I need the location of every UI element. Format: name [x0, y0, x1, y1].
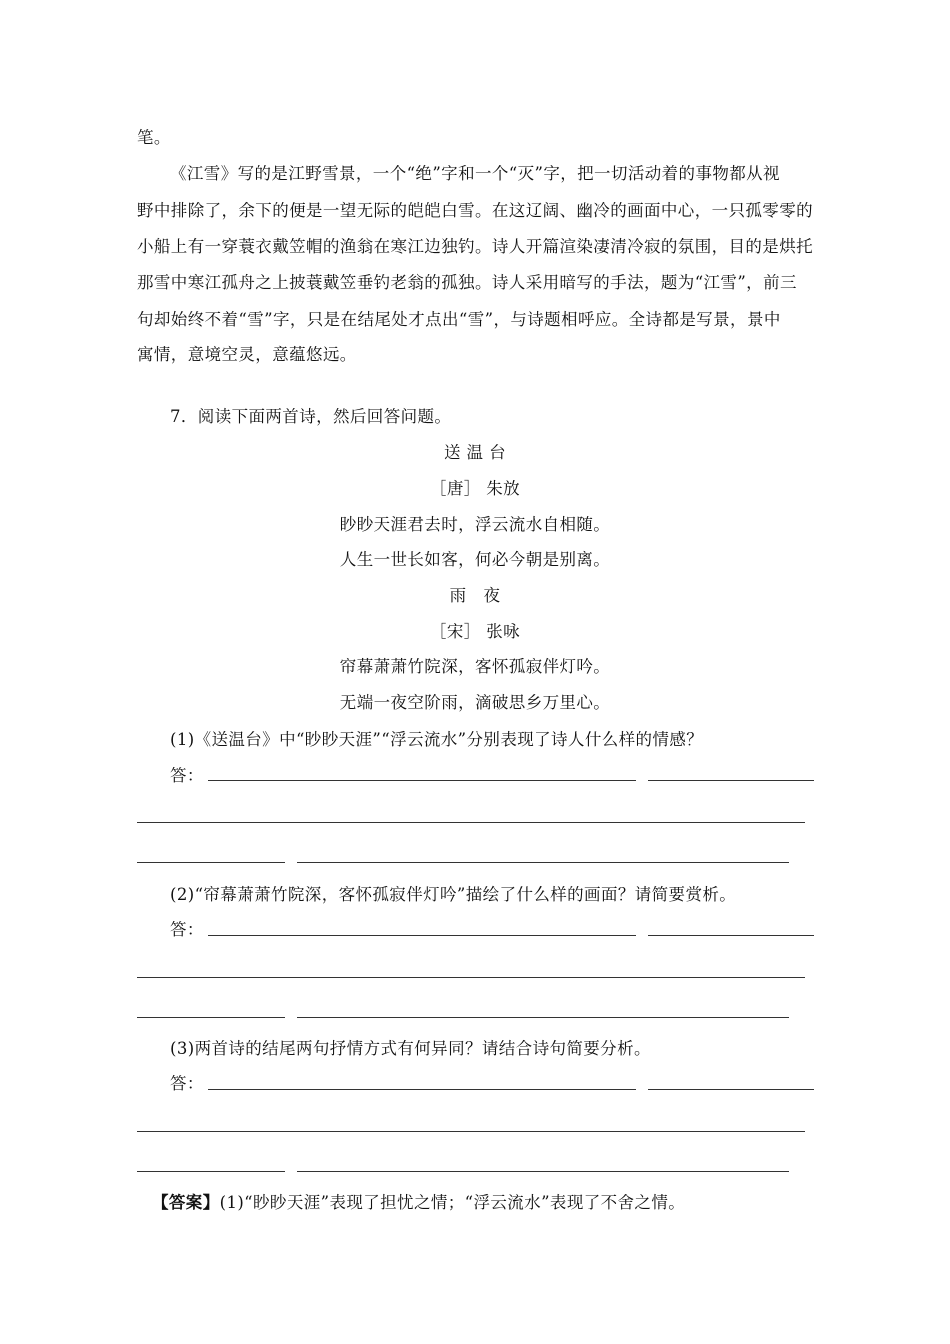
answer-line[interactable]: [137, 1171, 285, 1172]
answer-line[interactable]: [208, 780, 636, 781]
answer-label: 答：: [170, 766, 204, 785]
answer-label-bold: 【答案】: [152, 1193, 220, 1212]
answer-line[interactable]: [648, 935, 814, 936]
answer-line[interactable]: [137, 1017, 285, 1018]
text-line: 小船上有一穿蓑衣戴笠帽的渔翁在寒江边独钓。诗人开篇渲染凄清冷寂的氛围，目的是烘托: [137, 237, 813, 256]
poem-line: 无端一夜空阶雨，滴破思乡万里心。: [339, 693, 611, 712]
text-line: 笔。: [137, 128, 171, 147]
question-title: 7．阅读下面两首诗，然后回答问题。: [170, 407, 452, 426]
answer-line[interactable]: [208, 935, 636, 936]
sub-question-2: (2)“帘幕萧萧竹院深，客怀孤寂伴灯吟”描绘了什么样的画面？请简要赏析。: [170, 885, 737, 904]
text-line: 野中排除了，余下的便是一望无际的皑皑白雪。在这辽阔、幽冷的画面中心，一只孤零零的: [137, 201, 813, 220]
answer-text: (1)“眇眇天涯”表现了担忧之情；“浮云流水”表现了不舍之情。: [219, 1193, 686, 1212]
sub-question-3: (3)两首诗的结尾两句抒情方式有何异同？请结合诗句简要分析。: [170, 1039, 651, 1058]
poem-author: ［宋］ 张咏: [429, 622, 521, 641]
answer-label: 答：: [170, 920, 204, 939]
poem-line: 帘幕萧萧竹院深，客怀孤寂伴灯吟。: [339, 657, 611, 676]
answer-line[interactable]: [648, 1089, 814, 1090]
answer-label: 答：: [170, 1074, 204, 1093]
poem-line: 眇眇天涯君去时，浮云流水自相随。: [339, 515, 611, 534]
answer-line[interactable]: [297, 862, 789, 863]
answer-line[interactable]: [297, 1171, 789, 1172]
answer-line[interactable]: [137, 1131, 805, 1132]
answer-line[interactable]: [137, 977, 805, 978]
sub-question-1: (1)《送温台》中“眇眇天涯”“浮云流水”分别表现了诗人什么样的情感？: [170, 730, 704, 749]
text-line: 《江雪》写的是江野雪景，一个“绝”字和一个“灭”字，把一切活动着的事物都从视: [170, 164, 780, 183]
answer-line[interactable]: [137, 822, 805, 823]
poem-title: 送 温 台: [444, 443, 506, 462]
answer-section: [152, 1193, 685, 1213]
answer-line[interactable]: [208, 1089, 636, 1090]
answer-line[interactable]: [297, 1017, 789, 1018]
answer-line[interactable]: [137, 862, 285, 863]
text-line: 句却始终不着“雪”字，只是在结尾处才点出“雪”，与诗题相呼应。全诗都是写景，景中: [137, 310, 781, 329]
poem-author: ［唐］ 朱放: [429, 479, 521, 498]
poem-line: 人生一世长如客，何必今朝是别离。: [339, 550, 611, 569]
text-line: 寓情，意境空灵，意蕴悠远。: [137, 345, 357, 364]
answer-line[interactable]: [648, 780, 814, 781]
text-line: 那雪中寒江孤舟之上披蓑戴笠垂钓老翁的孤独。诗人采用暗写的手法，题为“江雪”，前三: [137, 273, 797, 292]
poem-title: 雨 夜: [449, 586, 501, 605]
